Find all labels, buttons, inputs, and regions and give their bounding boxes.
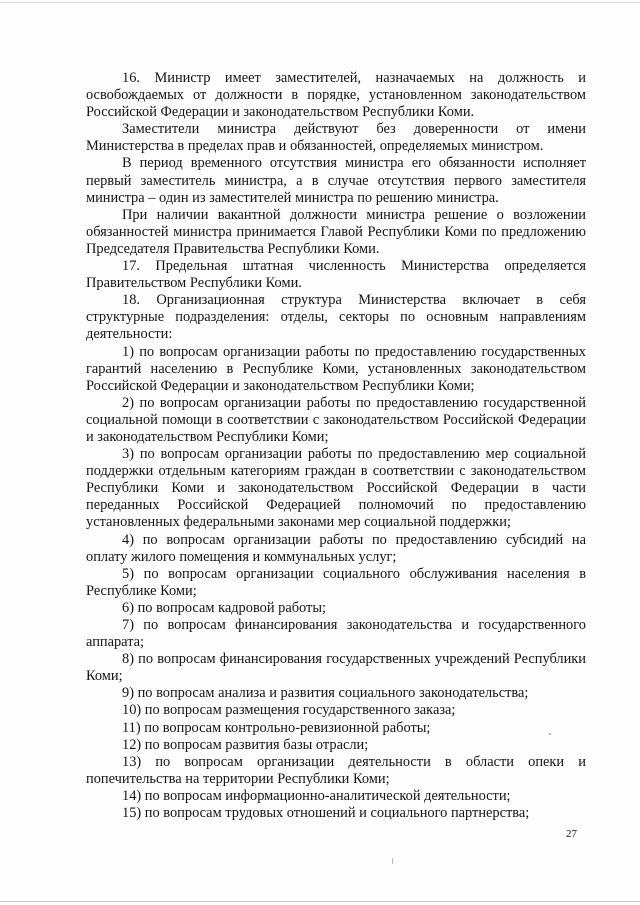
- paragraph-18: 18. Организационная структура Министерства включает в себя структурные подразделения: отделы, секторы по основным направлениям деятельности:: [86, 292, 586, 343]
- list-item-11: 11) по вопросам контрольно-ревизионной работы;: [122, 719, 431, 736]
- list-item-4: 4) по вопросам организации работы по предоставлению субсидий на оплату жилого помещения и коммунальных услуг;: [86, 531, 586, 565]
- list-item-10: 10) по вопросам размещения государственного заказа;: [122, 702, 456, 719]
- list-item-13: 13) по вопросам организации деятельности в области опеки и попечительства на территории Республики Коми;: [86, 753, 586, 787]
- paragraph-vacant-position: При наличии вакантной должности министра решение о возложении обязанностей министра принимается Главой Республики Коми по предложению Председателя Правительства Республики Коми.: [86, 206, 586, 257]
- list-item-7: 7) по вопросам финансирования законодательства и государственного аппарата;: [86, 617, 586, 651]
- paragraph-deputies-authority: Заместители министра действуют без доверенности от имени Министерства в пределах прав и обязанностей, определяемых министром.: [86, 121, 586, 155]
- list-item-9: 9) по вопросам анализа и развития социального законодательства;: [122, 685, 529, 702]
- list-item-1: 1) по вопросам организации работы по предоставлению государственных гарантий населению в Республике Коми, установленных законодательством Российской Федерации и законодательством Республики Коми;: [86, 343, 586, 394]
- scan-speck: [549, 733, 551, 735]
- scan-speck: [392, 858, 393, 864]
- paragraph-temporary-absence: В период временного отсутствия министра его обязанности исполняет первый заместитель министра, а в случае отсутствия первого заместителя министра – один из заместителей министра по решению министра.: [86, 155, 586, 206]
- document-body: [86, 70, 586, 822]
- scan-edge-bottom: [0, 901, 640, 902]
- paragraph-16: 16. Министр имеет заместителей, назначаемых на должность и освобождаемых от должности в порядке, установленном законодательством Российской Федерации и законодательством Республики Коми.: [86, 70, 586, 121]
- paragraph-17: 17. Предельная штатная численность Министерства определяется Правительством Республики Коми.: [86, 258, 586, 292]
- list-item-14: 14) по вопросам информационно-аналитической деятельности;: [122, 787, 511, 804]
- list-item-3: 3) по вопросам организации работы по предоставлению мер социальной поддержки отдельным категориям граждан в соответствии с законодательством Республики Коми и законодательством Российской Федерации в части переданных Российской Федерацией полномочий по предоставлению установленных федеральными законами мер социальной поддержки;: [86, 446, 586, 531]
- list-item-2: 2) по вопросам организации работы по предоставлению государственной социальной помощи в соответствии с законодательством Российской Федерации и законодательством Республики Коми;: [86, 394, 586, 445]
- scan-edge-top: [0, 2, 640, 3]
- list-item-6: 6) по вопросам кадровой работы;: [122, 599, 327, 616]
- list-item-15: 15) по вопросам трудовых отношений и социального партнерства;: [122, 805, 530, 822]
- page-number: 27: [566, 828, 577, 840]
- list-item-12: 12) по вопросам развития базы отрасли;: [122, 736, 369, 753]
- list-item-8: 8) по вопросам финансирования государственных учреждений Республики Коми;: [86, 651, 586, 685]
- list-item-5: 5) по вопросам организации социального обслуживания населения в Республике Коми;: [86, 565, 586, 599]
